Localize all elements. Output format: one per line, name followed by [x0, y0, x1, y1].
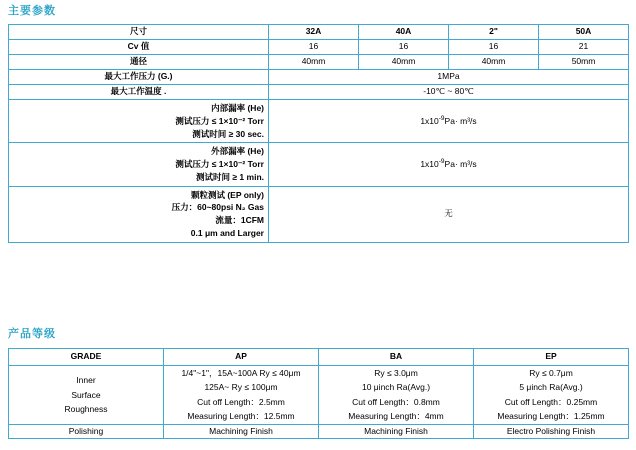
table-row	[9, 25, 629, 40]
main-parameters-title: 主要参数	[8, 5, 56, 17]
grade-ba-values	[319, 366, 474, 425]
particle-line-3: 0.1 μm and Larger	[190, 227, 264, 238]
table-row	[9, 186, 629, 242]
grade-header-1: AP	[164, 349, 319, 366]
outer-leak-value	[269, 143, 629, 186]
table-row	[9, 40, 629, 55]
particle-test-value: 无	[269, 186, 629, 242]
inner-leak-line-0: 内部漏率 (He)	[211, 103, 264, 113]
inner-leak-value	[269, 100, 629, 143]
bore-value-0: 40mm	[269, 55, 359, 70]
polishing-value-ep: Electro Polishing Finish	[474, 424, 629, 438]
particle-line-0: 颗粒测试 (EP only)	[190, 189, 264, 200]
inner-leak-line-2: 测试时间 ≥ 30 sec.	[192, 128, 264, 139]
outer-leak-line-2: 测试时间 ≥ 1 min.	[196, 171, 264, 182]
table-row	[9, 143, 629, 186]
main-parameters-table	[8, 24, 629, 243]
size-value-3: 50A	[539, 25, 629, 40]
particle-test-label	[9, 186, 269, 242]
inner-leak-line-1: 测试压力 ≤ 1×10⁻² Torr	[175, 115, 264, 126]
bore-value-1: 40mm	[359, 55, 449, 70]
roughness-label-line-1: Surface	[71, 389, 101, 400]
row-label-size: 尺寸	[9, 25, 269, 40]
particle-line-2: 流量：1CFM	[215, 215, 264, 225]
inner-leak-value-exp: -9	[438, 114, 445, 122]
ep-line-1: 5 μinch Ra(Avg.)	[519, 382, 583, 393]
table-row	[9, 85, 629, 100]
ba-line-3: Measuring Length：4mm	[348, 411, 444, 422]
cv-value-0: 16	[269, 40, 359, 55]
row-label-max-temp: 最大工作温度 .	[9, 85, 269, 100]
size-value-2: 2"	[449, 25, 539, 40]
row-label-cv: Cv 值	[9, 40, 269, 55]
table-row	[9, 366, 629, 425]
particle-line-1: 压力：60~80psi N₂ Gas	[171, 202, 264, 213]
product-grade-table	[8, 348, 629, 439]
size-value-0: 32A	[269, 25, 359, 40]
roughness-label-line-2: Roughness	[64, 404, 108, 415]
inner-leak-label	[9, 100, 269, 143]
outer-leak-value-exp: -9	[438, 158, 445, 166]
ap-line-0: 1/4"~1"，15A~100A Ry ≤ 40μm	[181, 368, 301, 378]
table-row	[9, 424, 629, 438]
ap-line-2: Cut off Length：2.5mm	[197, 396, 285, 407]
ap-line-1: 125A~ Ry ≤ 100μm	[204, 382, 278, 393]
ep-line-2: Cut off Length：0.25mm	[504, 396, 598, 407]
ba-line-1: 10 μinch Ra(Avg.)	[361, 382, 431, 393]
ap-line-3: Measuring Length：12.5mm	[187, 411, 295, 422]
inner-leak-value-suffix: Pa· m³/s	[444, 115, 477, 126]
grade-header-3: EP	[474, 349, 629, 366]
outer-leak-label	[9, 143, 269, 186]
ba-line-2: Cut off Length：0.8mm	[352, 396, 440, 407]
outer-leak-value-prefix: 1x10	[420, 159, 439, 170]
cv-value-1: 16	[359, 40, 449, 55]
polishing-label: Polishing	[9, 424, 164, 438]
table-row	[9, 100, 629, 143]
grade-ap-values	[164, 366, 319, 425]
cv-value-3: 21	[539, 40, 629, 55]
max-temp-value: -10℃ ~ 80℃	[269, 85, 629, 100]
grade-header-2: BA	[319, 349, 474, 366]
outer-leak-value-suffix: Pa· m³/s	[444, 159, 477, 170]
polishing-value-ap: Machining Finish	[164, 424, 319, 438]
table-row	[9, 70, 629, 85]
ep-line-0: Ry ≤ 0.7μm	[529, 368, 573, 378]
size-value-1: 40A	[359, 25, 449, 40]
outer-leak-line-0: 外部漏率 (He)	[211, 146, 264, 157]
row-label-max-pressure: 最大工作压力 (G.)	[9, 70, 269, 85]
ba-line-0: Ry ≤ 3.0μm	[374, 368, 418, 378]
outer-leak-line-1: 测试压力 ≤ 1×10⁻² Torr	[175, 159, 264, 169]
row-label-bore: 通径	[9, 55, 269, 70]
cv-value-2: 16	[449, 40, 539, 55]
table-row-header	[9, 349, 629, 366]
inner-leak-value-prefix: 1x10	[420, 115, 439, 126]
grade-ep-values	[474, 366, 629, 425]
bore-value-2: 40mm	[449, 55, 539, 70]
product-grade-title: 产品等级	[8, 328, 56, 340]
grade-header-0: GRADE	[9, 349, 164, 366]
polishing-value-ba: Machining Finish	[319, 424, 474, 438]
ep-line-3: Measuring Length：1.25mm	[497, 411, 605, 422]
bore-value-3: 50mm	[539, 55, 629, 70]
table-row	[9, 55, 629, 70]
max-pressure-value: 1MPa	[269, 70, 629, 85]
roughness-label	[9, 366, 164, 425]
roughness-label-line-0: Inner	[76, 375, 96, 386]
